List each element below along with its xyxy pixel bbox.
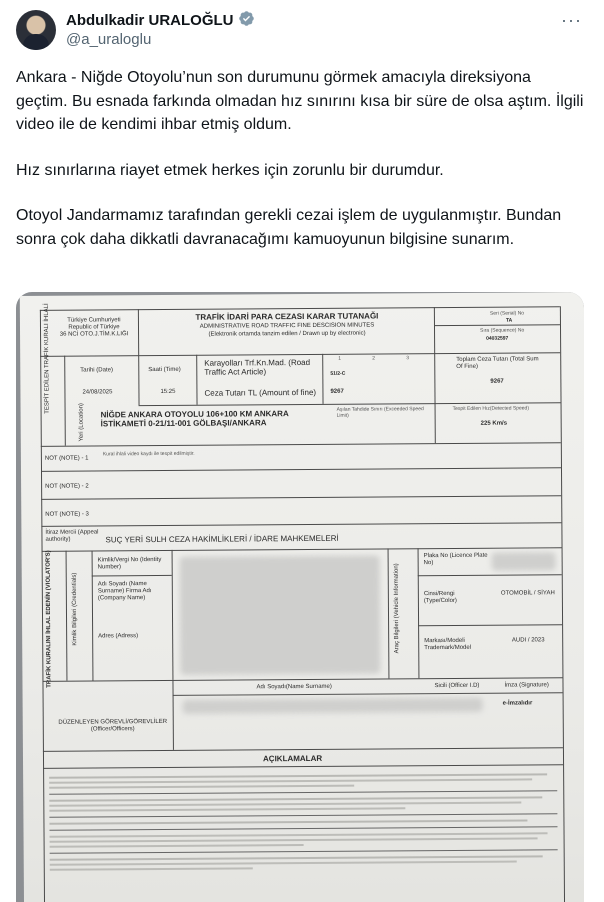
verified-badge-icon xyxy=(238,10,255,31)
saat-label: Saati (Time) xyxy=(148,366,181,374)
doc-header-line: 36 NCİ OTO.J.TİM.K.LIĞI xyxy=(59,331,129,338)
col-number-1: 1 xyxy=(338,355,342,362)
speed-label: Tespit Edilen Hız(Detected Speed) xyxy=(452,405,530,412)
adsoyad2-label: Adı Soyadı(Name Surname) xyxy=(256,683,332,691)
marka-label: Markası/Modeli Trademark/Model xyxy=(424,637,472,652)
doc-subtitle2: (Elektronik ortamda tanzim edilen / Drawn up by electronic) xyxy=(208,330,366,338)
article-value: 51/2-C xyxy=(330,370,346,377)
tweet-paragraph: Ankara - Niğde Otoyolu’nun son durumunu görmek amacıyla direksiyona geçtim. Bu esnada farkında olmadan hız sınırını kısa bir süre de olsa aştım. İlgili video ile de kendimi ihbar etmiş oldum. xyxy=(16,69,584,133)
redacted-officer xyxy=(183,698,483,714)
limit-label: Aşılan Tahdide Sınırı (Exceeded Speed Limit) xyxy=(336,406,424,419)
yeri-label: Yeri (Location) xyxy=(78,403,85,442)
author-avatar[interactable] xyxy=(16,10,56,50)
more-options-icon[interactable]: ··· xyxy=(561,10,582,30)
toplam-label: Toplam Ceza Tutarı (Total Sum Of Fine) xyxy=(456,356,539,370)
doc-header-left xyxy=(44,317,144,339)
sira-value: 04032597 xyxy=(486,335,509,342)
doc-header-line: Republic of Türkiye xyxy=(68,324,120,331)
adres-label: Adres (Adress) xyxy=(98,633,139,640)
violator-label: TRAFİK KURALINI İHLAL EDENİN (VIOLATOR'S) xyxy=(45,550,53,688)
cinsi-value: OTOMOBİL / SİYAH xyxy=(500,590,555,597)
col-number-3: 3 xyxy=(406,355,410,362)
arac-label: Araç Bilgileri (Vehicle Information) xyxy=(393,563,401,654)
seri-value: TA xyxy=(505,317,513,324)
tweet-paragraph: Hız sınırlarına riayet etmek herkes için zorunlu bir durumdur. xyxy=(16,161,444,179)
not1-label: NOT (NOTE) - 1 xyxy=(44,455,89,462)
redacted-identity xyxy=(180,555,381,674)
tespit-label: TESPİT EDİLEN TRAFİK KURALI İHLALİ xyxy=(43,303,51,414)
yeri-value: NİĞDE ANKARA OTOYOLU 106+100 KM ANKARA İSTİKAMETİ 0-21/11-001 GÖLBAŞI/ANKARA xyxy=(100,409,289,429)
marka-value: AUDI / 2023 xyxy=(511,637,545,644)
sira-label: Sıra (Sequence) No xyxy=(480,327,525,334)
author-handle[interactable]: @a_uraloglu xyxy=(66,31,152,48)
author-name[interactable]: Abdulkadir URALOĞLU xyxy=(66,12,234,29)
seri-label: Seri (Serial) No xyxy=(489,310,525,317)
itiraz-label: İtiraz Mercii (Appeal authority) xyxy=(45,529,99,543)
tarih-label: Tarihi (Date) xyxy=(80,367,114,374)
fine-print xyxy=(49,770,558,874)
tweet-text xyxy=(16,66,586,273)
toplam-value: 9267 xyxy=(490,378,504,385)
adsoyad-label: Adı Soyadı (Name Surname) Firma Adı (Company Name) xyxy=(97,581,152,602)
officers-label: DÜZENLEYEN GÖREVLİ/GÖREVLİLER (Officer/Officers) xyxy=(58,718,168,733)
itiraz-value: SUÇ YERİ SULH CEZA HAKİMLİKLERİ / İDARE MAHKEMELERİ xyxy=(105,533,339,545)
fine-document xyxy=(20,292,584,902)
plaka-label: Plaka No (Licence Plate No) xyxy=(423,552,488,567)
not1-value: Kural ihlali video kaydı ile tespit edilmiştir. xyxy=(102,450,195,458)
not3-label: NOT (NOTE) - 3 xyxy=(45,511,89,518)
ceza-value: 9267 xyxy=(330,388,344,395)
aciklamalar-heading: AÇIKLAMALAR xyxy=(262,753,323,764)
saat-value: 15:25 xyxy=(160,388,176,396)
imza-value: e-İmzalıdır xyxy=(502,700,533,707)
ceza-label: Ceza Tutarı TL (Amount of fine) xyxy=(204,387,317,398)
imza-label: İmza (Signature) xyxy=(504,682,549,689)
col-number-2: 2 xyxy=(372,355,376,362)
tweet-photo[interactable] xyxy=(16,292,584,902)
kanun-label: Karayolları Trf.Kn.Mad. (Road Traffic Act Article) xyxy=(204,357,311,377)
tweet-paragraph: Otoyol Jandarmamız tarafından gerekli cezai işlem de uygulanmıştır. Bundan sonra çok daha dikkatli davranacağımı kamuoyunun bilgisine sunarım. xyxy=(16,207,562,248)
doc-header-line: Türkiye Cumhuriyeti xyxy=(67,317,121,324)
sicil-label: Sicili (Officer I.D) xyxy=(434,682,480,690)
tarih-value: 24/08/2025 xyxy=(82,389,113,396)
author-name-row[interactable] xyxy=(66,10,255,31)
doc-subtitle: ADMINISTRATIVE ROAD TRAFFIC FINE DESCISION MINUTES xyxy=(199,322,375,330)
kimlik-label: Kimlik Bilgileri (Credentials) xyxy=(71,572,79,646)
not2-label: NOT (NOTE) - 2 xyxy=(45,483,89,490)
speed-value: 225 Km/s xyxy=(480,420,508,427)
tc-label: Kimlik/Vergi No (Identity Number) xyxy=(97,557,162,571)
cinsi-label: Cinsi/Rengi (Type/Color) xyxy=(423,590,457,605)
doc-title: TRAFİK İDARİ PARA CEZASI KARAR TUTANAĞI xyxy=(195,311,379,322)
redacted-plate xyxy=(492,552,556,570)
